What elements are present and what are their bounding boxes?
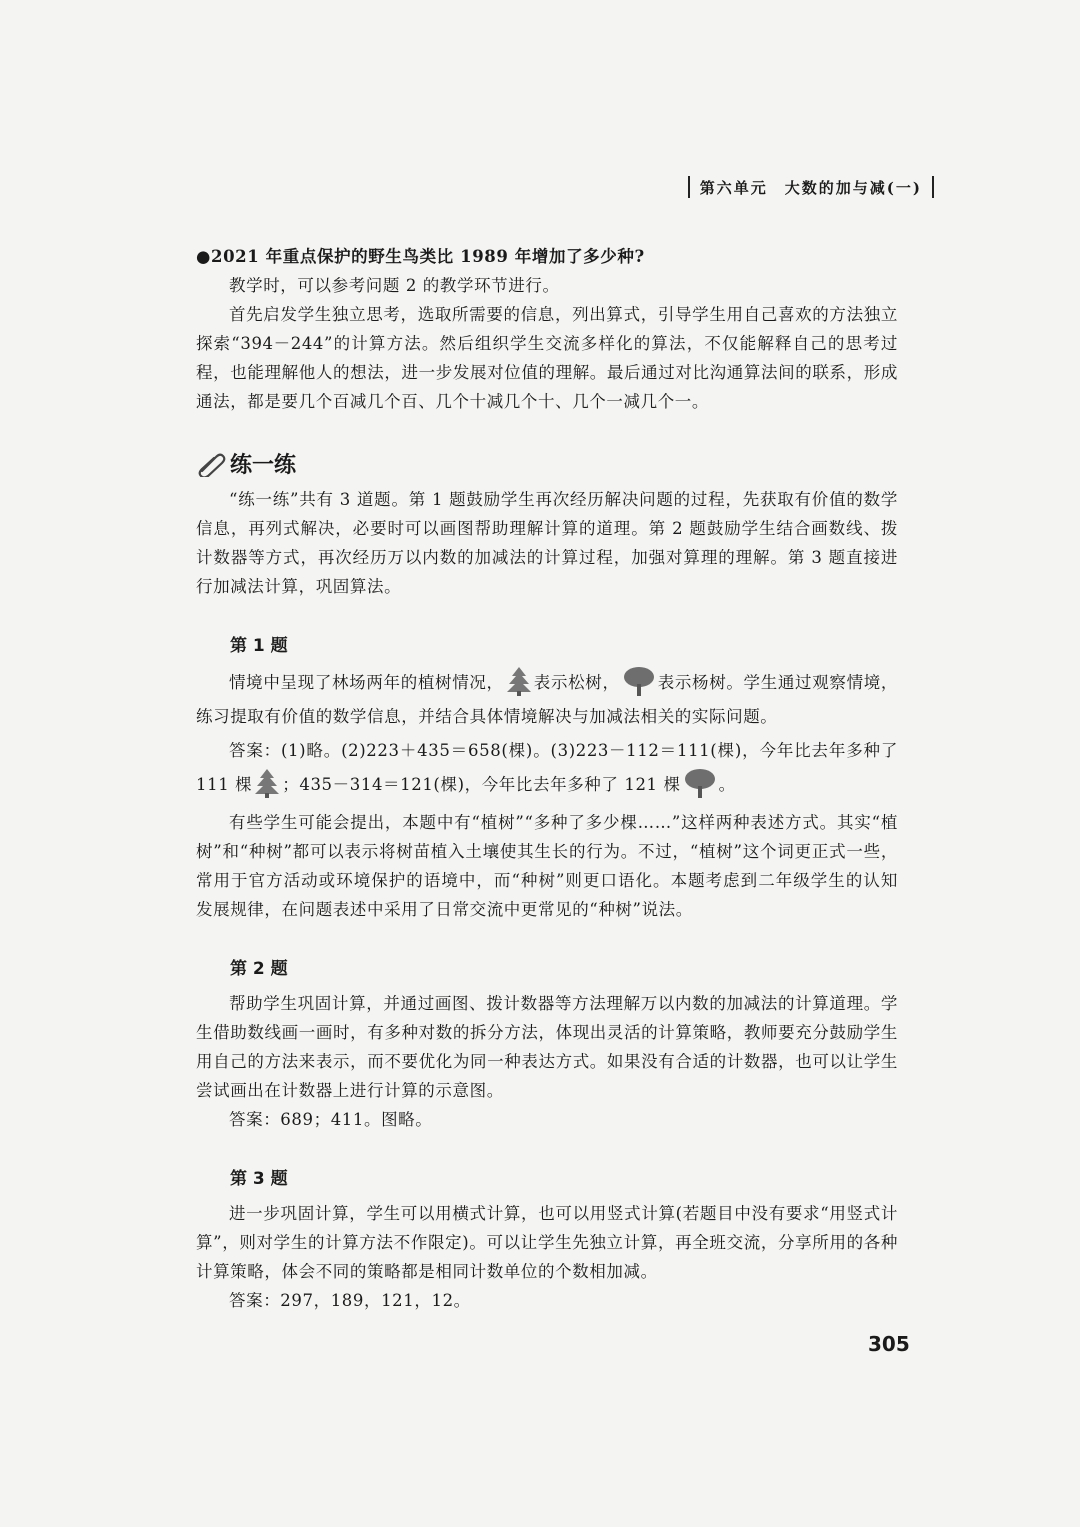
ex1-text-b: 表示松树， (533, 673, 620, 692)
poplar-tree-icon (622, 666, 656, 696)
problem-para-1: 教学时，可以参考问题 2 的教学环节进行。 (229, 276, 560, 295)
page-content (196, 242, 898, 1315)
ex1-text-a: 情境中呈现了林场两年的植树情况， (229, 673, 504, 692)
exercise-1-para-2: 有些学生可能会提出，本题中有“植树”“多种了多少棵……”这样两种表述方式。其实“植树”和“种树”都可以表示将树苗植入土壤使其生长的行为。不过，“植树”这个词更正式一些，常用于官方活动或环境保护的语境中，而“种树”则更口语化。本题考虑到二年级学生的认知发展规律，在问题表述中采用了日常交流中更常见的“种树”说法。 (196, 813, 898, 919)
ex1-text-c: 表示杨树。学生通过观察情境，练习提取有价值的数学信息，并结合具体情境解决与加减法相关的实际问题。 (196, 673, 899, 726)
page-number: 305 (868, 1332, 910, 1356)
pine-tree-icon (506, 666, 532, 696)
practice-title-text: 练一练 (230, 453, 297, 478)
header-title: 第六单元 大数的加与减(一) (699, 178, 922, 197)
exercise-3-para-1: 进一步巩固计算，学生可以用横式计算，也可以用竖式计算(若题目中没有要求“用竖式计算”，则对学生的计算方法不作限定)。可以让学生先独立计算，再全班交流，分享所用的各种计算策略，体会不同的策略都是相同计数单位的个数相加减。 (196, 1204, 898, 1281)
exercise-1-para-1 (196, 666, 898, 734)
exercise-2-para-1: 帮助学生巩固计算，并通过画图、拨计数器等方法理解万以内数的加减法的计算道理。学生借助数线画一画时，有多种对数的拆分方法，体现出灵活的计算策略，教师要充分鼓励学生用自己的方法来表示，而不要优化为同一种表达方式。如果没有合适的计数器，也可以让学生尝试画出在计数器上进行计算的示意图。 (196, 994, 898, 1100)
ex1-answer-b: ；435－314＝121(棵)，今年比去年多种了 121 棵 (282, 775, 681, 794)
problem-question: ●2021 年重点保护的野生鸟类比 1989 年增加了多少种? (196, 247, 645, 266)
header-bar-left (688, 176, 690, 198)
ex1-answer-a: 答案：(1)略。(2)223＋435＝658(棵)。(3)223－112＝111(棵)，今年比去年多种了 111 棵 (196, 741, 898, 794)
paperclip-icon (196, 451, 226, 477)
header-bar-right (932, 176, 934, 198)
exercise-3-answer: 答案：297，189，121，12。 (229, 1291, 471, 1310)
exercise-2-title: 第 2 题 (230, 959, 288, 979)
exercise-1-title: 第 1 题 (230, 636, 288, 656)
problem-para-2: 首先启发学生独立思考，选取所需要的信息，列出算式，引导学生用自己喜欢的方法独立探索“394－244”的计算方法。然后组织学生交流多样化的算法，不仅能解释自己的思考过程，也能理解他人的想法，进一步发展对位值的理解。最后通过对比沟通算法间的联系，形成通法，都是要几个百减几个百、几个十减几个十、几个一减几个一。 (196, 305, 898, 411)
exercise-3-title: 第 3 题 (230, 1169, 288, 1189)
running-header (688, 176, 934, 198)
practice-section-title (196, 448, 898, 479)
practice-intro: “练一练”共有 3 道题。第 1 题鼓励学生再次经历解决问题的过程，先获取有价值的数学信息，再列式解决，必要时可以画图帮助理解计算的道理。第 2 题鼓励学生结合画数线、拨计数器等方式，再次经历万以内数的加减法的计算过程，加强对算理的理解。第 3 题直接进行加减法计算，巩固算法。 (196, 490, 898, 596)
pine-tree-icon (254, 768, 280, 798)
exercise-1-answer (196, 734, 898, 802)
exercise-2-answer: 答案：689；411。图略。 (229, 1110, 433, 1129)
ex1-answer-c: 。 (718, 775, 736, 794)
poplar-tree-icon (683, 768, 717, 798)
